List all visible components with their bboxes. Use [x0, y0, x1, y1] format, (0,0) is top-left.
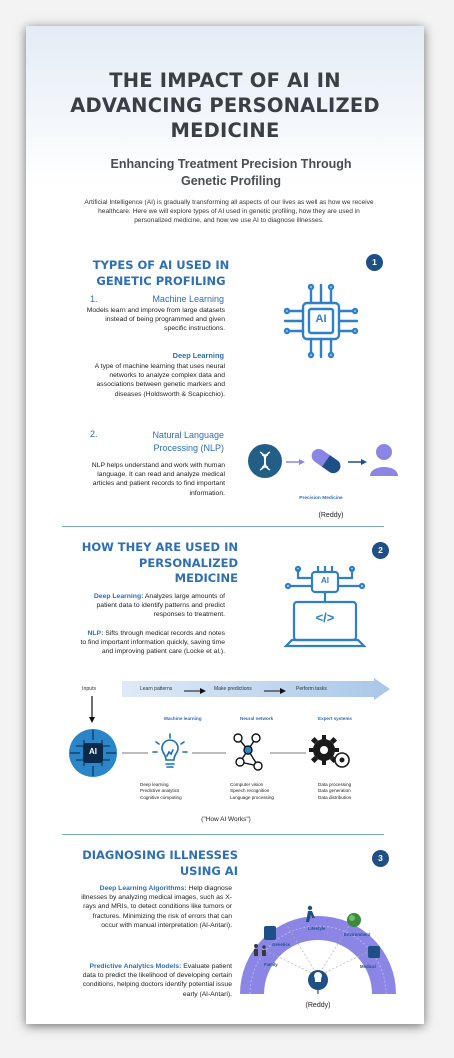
section1-badge: 1	[366, 254, 383, 271]
section2-deep-learning: Deep Learning: Analyzes large amounts of patient data to identify patterns and predict responses to treatment.	[93, 593, 225, 619]
section3-badge: 3	[372, 850, 389, 867]
arc-label-medical: Medical	[360, 964, 376, 969]
es-column-title: Expert systems	[318, 716, 352, 721]
ml-number: 1.	[90, 294, 98, 304]
precision-medicine-caption: Precision Medicine	[299, 496, 343, 501]
page-subtitle: Enhancing Treatment Precision Through Genetic Profiling	[110, 157, 352, 188]
intro-paragraph: Artificial Intelligence (AI) is gradually transforming all aspects of our lives as well as how we receive healthcare. Here we will explore types of AI used in genetic profiling, how they are used in personalized medicine, and how we use AI to diagnose illnesses.	[84, 199, 374, 225]
arc-label-environment: Environment	[344, 932, 371, 937]
page-title: THE IMPACT OF AI IN ADVANCING PERSONALIZED MEDICINE	[70, 69, 380, 142]
pill-icon	[306, 444, 346, 478]
es-column-items: Data processing Data generation Data distribution	[318, 782, 352, 800]
section-divider	[62, 834, 384, 835]
nn-column-items: Computer vision Speech recognition Language processing	[230, 782, 274, 800]
arc-label-lifestyle: Lifestyle	[308, 926, 326, 931]
flow-step-learn: Learn patterns	[140, 686, 173, 692]
arc-label-family: Family	[264, 962, 278, 967]
laptop-chip-label: AI	[321, 576, 329, 585]
ml-column-items: Deep learning Predictive analytics Cognitive computing	[140, 782, 182, 800]
arrow-right-icon	[184, 688, 206, 694]
ml-column-title: Machine learning	[164, 716, 202, 721]
dl-title: Deep Learning	[172, 351, 224, 360]
health-factors-arc	[236, 876, 400, 1002]
arrow-right-icon	[286, 458, 306, 466]
diagram-caption: ("How AI Works")	[201, 816, 251, 823]
lightbulb-icon	[148, 730, 192, 774]
infographic-page	[26, 26, 424, 1024]
neural-network-icon	[226, 730, 270, 774]
dl-text: A type of machine learning that uses neural networks to analyze complex data and associations between genetic markers and diseases (Holdsworth & Scapicchio).	[94, 363, 225, 398]
brain-label: AI	[89, 747, 97, 756]
ml-text: Models learn and improve from large datasets instead of being programmed and given specific instructions.	[86, 307, 225, 333]
nn-column-title: Neural network	[240, 716, 274, 721]
section3-citation: (Reddy)	[305, 1002, 331, 1009]
section2-nlp: NLP: Sifts through medical records and notes to find important information quickly, saving time and improving patient care (Locke et al.).	[80, 630, 225, 656]
person-icon	[368, 442, 400, 478]
section2-badge: 2	[372, 542, 389, 559]
arrow-right-icon	[264, 688, 286, 694]
dna-icon	[248, 444, 282, 478]
code-icon: </>	[315, 610, 335, 625]
flow-step-predict: Make predictions	[214, 686, 252, 692]
deep-learning-algorithms: Deep Learning Algorithms: Help diagnose illnesses by analyzing medical images, such as X-rays and MRIs, to detect conditions like tumors or fractures. Minimizing the risk of errors that can occur with manual interpretation (Al-Antari).	[81, 885, 232, 929]
arc-label-genetics: Genetics	[272, 942, 291, 947]
nlp-text: NLP helps understand and work with human language. It can read and analyze medical articles and patient records to find important information.	[91, 462, 225, 497]
predictive-analytics-models: Predictive Analytics Models: Evaluate patient data to predict the likelihood of developing certain conditions, helping doctors identify potential issue early (Al-Antari).	[82, 963, 232, 998]
arrow-down-icon	[88, 696, 96, 724]
section1-citation: (Reddy)	[318, 512, 344, 519]
ml-title: Machine Learning	[152, 294, 224, 304]
nlp-number: 2.	[90, 429, 98, 439]
inputs-label: Inputs	[82, 686, 97, 692]
chip-label: AI	[315, 313, 327, 325]
section1-heading: TYPES OF AI USED IN GENETIC PROFILING	[92, 258, 230, 288]
section3-heading: DIAGNOSING ILLNESSES USING AI	[82, 848, 238, 878]
gears-icon	[306, 730, 356, 774]
section2-heading: HOW THEY ARE USED IN PERSONALIZED MEDICINE	[81, 540, 238, 585]
nlp-title: Natural Language Processing (NLP)	[152, 430, 224, 453]
flow-step-perform: Perform tasks	[296, 686, 327, 692]
arrow-right-icon	[348, 458, 368, 466]
section-divider	[62, 526, 384, 527]
